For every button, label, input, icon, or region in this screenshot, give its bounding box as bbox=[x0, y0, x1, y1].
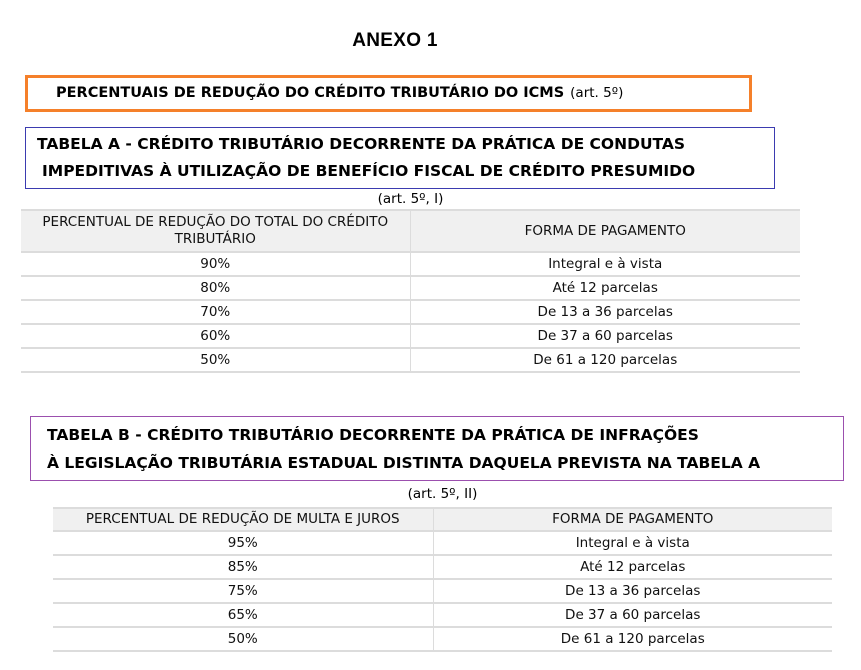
table-row bbox=[21, 324, 800, 348]
percent-cell: 65% bbox=[53, 603, 433, 627]
percent-cell: 95% bbox=[53, 531, 433, 555]
table-b bbox=[53, 507, 832, 652]
table-a-col-payment: FORMA DE PAGAMENTO bbox=[410, 210, 800, 252]
payment-cell: De 61 a 120 parcelas bbox=[410, 348, 800, 372]
percent-cell: 50% bbox=[21, 348, 410, 372]
table-row bbox=[21, 252, 800, 276]
section-header-text: PERCENTUAIS DE REDUÇÃO DO CRÉDITO TRIBUTÁRIO DO ICMS bbox=[56, 85, 565, 101]
payment-cell: Até 12 parcelas bbox=[433, 555, 832, 579]
table-b-heading-line2: À LEGISLAÇÃO TRIBUTÁRIA ESTADUAL DISTINTA DAQUELA PREVISTA NA TABELA A bbox=[47, 454, 761, 472]
payment-cell: De 61 a 120 parcelas bbox=[433, 627, 832, 651]
table-row bbox=[53, 603, 832, 627]
page-title: ANEXO 1 bbox=[352, 30, 438, 51]
table-b-article-note: (art. 5º, II) bbox=[407, 486, 478, 502]
payment-cell: De 13 a 36 parcelas bbox=[433, 579, 832, 603]
percent-cell: 75% bbox=[53, 579, 433, 603]
table-row bbox=[21, 348, 800, 372]
table-b-col-percent: PERCENTUAL DE REDUÇÃO DE MULTA E JUROS bbox=[53, 508, 433, 531]
table-b-col-payment: FORMA DE PAGAMENTO bbox=[433, 508, 832, 531]
table-a-heading-line1: TABELA A - CRÉDITO TRIBUTÁRIO DECORRENTE DA PRÁTICA DE CONDUTAS bbox=[37, 135, 686, 153]
payment-cell: De 37 a 60 parcelas bbox=[410, 324, 800, 348]
table-a-article-note: (art. 5º, I) bbox=[377, 191, 444, 207]
table-row bbox=[53, 531, 832, 555]
section-header-article: (art. 5º) bbox=[570, 85, 624, 101]
percent-cell: 60% bbox=[21, 324, 410, 348]
percent-cell: 80% bbox=[21, 276, 410, 300]
table-row bbox=[21, 276, 800, 300]
table-a-heading-box bbox=[25, 127, 775, 189]
table-row bbox=[53, 579, 832, 603]
table-row bbox=[53, 627, 832, 651]
table-a-heading-line2: IMPEDITIVAS À UTILIZAÇÃO DE BENEFÍCIO FISCAL DE CRÉDITO PRESUMIDO bbox=[42, 162, 696, 180]
payment-cell: Integral e à vista bbox=[433, 531, 832, 555]
table-a-header-row bbox=[21, 210, 800, 252]
table-a-col-percent: PERCENTUAL DE REDUÇÃO DO TOTAL DO CRÉDITO TRIBUTÁRIO bbox=[21, 210, 410, 252]
payment-cell: De 13 a 36 parcelas bbox=[410, 300, 800, 324]
table-a bbox=[21, 209, 800, 373]
percent-cell: 50% bbox=[53, 627, 433, 651]
payment-cell: Até 12 parcelas bbox=[410, 276, 800, 300]
table-row bbox=[53, 555, 832, 579]
payment-cell: Integral e à vista bbox=[410, 252, 800, 276]
payment-cell: De 37 a 60 parcelas bbox=[433, 603, 832, 627]
table-b-header-row bbox=[53, 508, 832, 531]
table-row bbox=[21, 300, 800, 324]
table-b-heading-box bbox=[30, 416, 844, 481]
percent-cell: 70% bbox=[21, 300, 410, 324]
table-b-heading-line1: TABELA B - CRÉDITO TRIBUTÁRIO DECORRENTE DA PRÁTICA DE INFRAÇÕES bbox=[47, 426, 699, 444]
percent-cell: 90% bbox=[21, 252, 410, 276]
percent-cell: 85% bbox=[53, 555, 433, 579]
section-header-box bbox=[25, 75, 752, 112]
